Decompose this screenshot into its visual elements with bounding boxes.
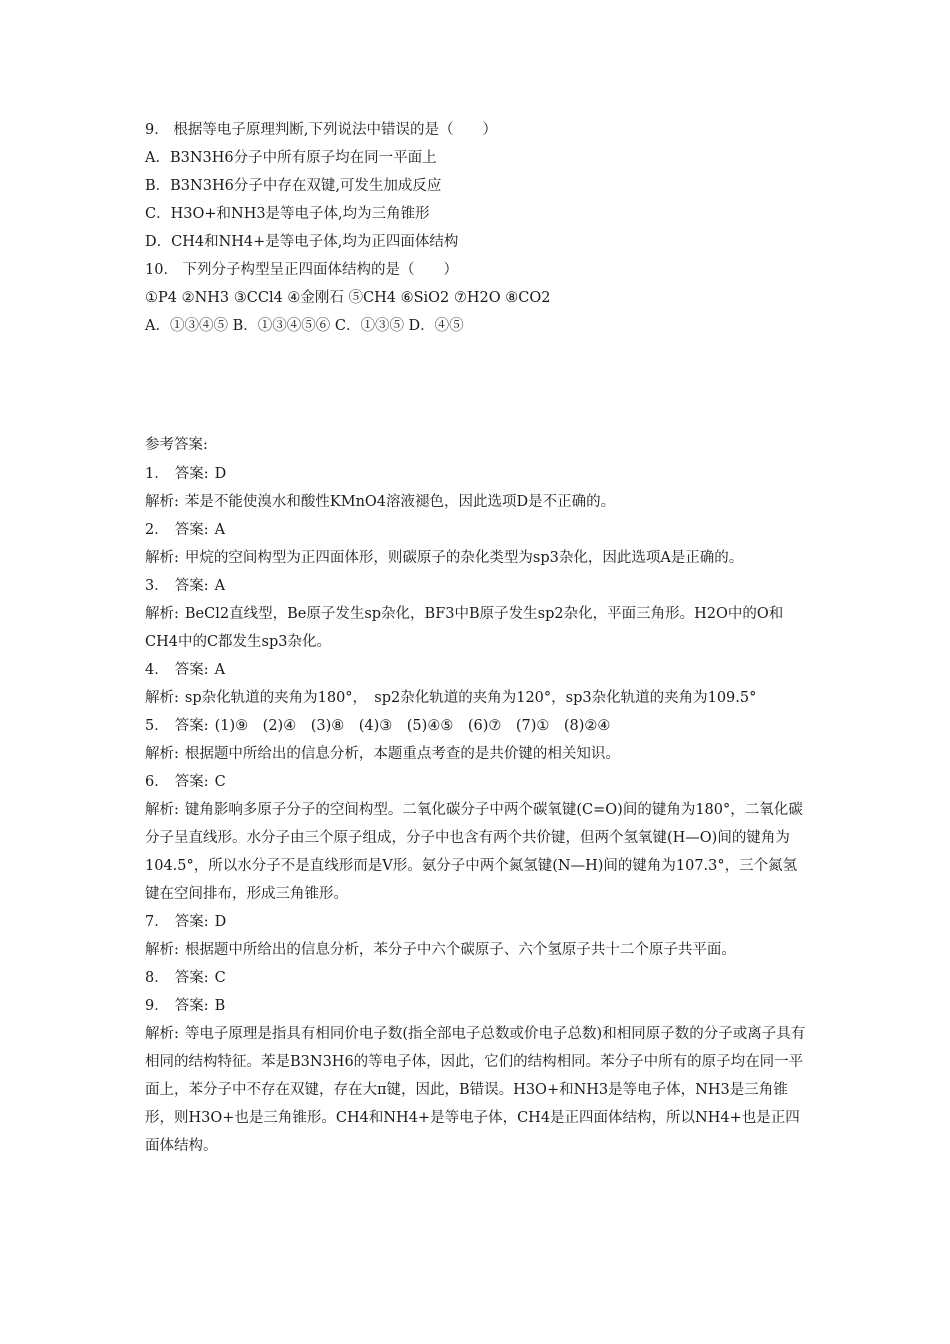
question-9-option-a: A．B3N3H6分子中所有原子均在同一平面上: [145, 150, 437, 166]
answer-number: 9．: [145, 998, 169, 1014]
answer-value: (1)⑨ (2)④ (3)⑧ (4)③ (5)④⑤ (6)⑦ (7)① (8)②④: [214, 718, 611, 734]
answer-number: 4．: [145, 662, 169, 678]
answer-row: [145, 516, 810, 544]
analysis-text: 等电子原理是指具有相同价电子数(指全部电子总数或价电子总数)和相同原子数的分子或离子具有相同的结构特征。苯是B3N3H6的等电子体，因此，它们的结构相同。苯分子中所有的原子均在同一平面上，苯分子中不存在双键，存在大π键，因此，B错误。H3O+和NH3是等电子体，NH3是三角锥形，则H3O+也是三角锥形。CH4和NH4+是等电子体，CH4是正四面体结构，所以NH4+也是正四面体结构。: [145, 1026, 806, 1154]
analysis-label: 解析:: [145, 606, 179, 622]
analysis-label: 解析:: [145, 690, 179, 706]
analysis-text: 根据题中所给出的信息分析，苯分子中六个碳原子、六个氢原子共十二个原子共平面。: [184, 942, 736, 958]
question-9-option-d: D．CH4和NH4+是等电子体,均为正四面体结构: [145, 234, 459, 250]
analysis-text: 键角影响多原子分子的空间构型。二氧化碳分子中两个碳氧键(C=O)间的键角为180°，二氧化碳分子呈直线形。水分子由三个原子组成，分子中也含有两个共价键，但两个氢氧键(H—O)间的键角为104.5°，所以水分子不是直线形而是V形。氨分子中两个氮氢键(N—H)间的键角为107.3°，三个氮氢键在空间排布，形成三角锥形。: [145, 802, 803, 902]
answer-row: [145, 460, 810, 488]
answer-number: 2．: [145, 522, 169, 538]
answer-row: [145, 656, 810, 684]
analysis-label: 解析:: [145, 494, 179, 510]
answer-row: [145, 768, 810, 796]
answer-value: D: [214, 466, 227, 482]
answer-value: B: [214, 998, 226, 1014]
answer-label: 答案:: [174, 914, 209, 930]
analysis-paragraph: [145, 684, 810, 712]
answer-label: 答案:: [174, 662, 209, 678]
analysis-text: 根据题中所给出的信息分析，本题重点考查的是共价键的相关知识。: [184, 746, 620, 762]
answer-row: [145, 572, 810, 600]
analysis-label: 解析:: [145, 550, 179, 566]
answer-value: A: [214, 578, 226, 594]
answer-value: A: [214, 522, 226, 538]
analysis-paragraph: [145, 936, 810, 964]
analysis-paragraph: [145, 544, 810, 572]
question-10-stem: 10． 下列分子构型呈正四面体结构的是（ ）: [145, 262, 459, 278]
answer-number: 7．: [145, 914, 169, 930]
analysis-paragraph: [145, 796, 810, 908]
answer-value: C: [214, 970, 226, 986]
answer-number: 5．: [145, 718, 169, 734]
answer-list: [145, 460, 810, 1160]
analysis-label: 解析:: [145, 746, 179, 762]
answer-label: 答案:: [174, 998, 209, 1014]
answer-number: 8．: [145, 970, 169, 986]
question-9-option-c: C．H3O+和NH3是等电子体,均为三角锥形: [145, 206, 430, 222]
analysis-label: 解析:: [145, 942, 179, 958]
question-9-stem: 9． 根据等电子原理判断,下列说法中错误的是（ ）: [145, 122, 497, 138]
answers-heading: 参考答案:: [145, 437, 208, 453]
answer-value: A: [214, 662, 226, 678]
analysis-paragraph: [145, 600, 810, 656]
answer-row: [145, 992, 810, 1020]
answer-label: 答案:: [174, 522, 209, 538]
section-gap: [145, 340, 810, 430]
answer-row: [145, 964, 810, 992]
answer-label: 答案:: [174, 578, 209, 594]
page-content: [145, 116, 810, 1160]
answer-number: 1．: [145, 466, 169, 482]
question-10-choices: A．①③④⑤ B．①③④⑤⑥ C．①③⑤ D．④⑤: [145, 318, 464, 334]
analysis-text: 甲烷的空间构型为正四面体形，则碳原子的杂化类型为sp3杂化，因此选项A是正确的。: [184, 550, 744, 566]
analysis-text: 苯是不能使溴水和酸性KMnO4溶液褪色，因此选项D是不正确的。: [184, 494, 616, 510]
question-10-items: ①P4 ②NH3 ③CCl4 ④金刚石 ⑤CH4 ⑥SiO2 ⑦H2O ⑧CO2: [145, 290, 551, 306]
analysis-text: sp杂化轨道的夹角为180°， sp2杂化轨道的夹角为120°，sp3杂化轨道的夹角为109.5°: [184, 690, 757, 706]
answer-number: 6．: [145, 774, 169, 790]
answer-row: [145, 908, 810, 936]
answer-label: 答案:: [174, 718, 209, 734]
answer-value: D: [214, 914, 227, 930]
analysis-label: 解析:: [145, 802, 179, 818]
answer-number: 3．: [145, 578, 169, 594]
question-9-option-b: B．B3N3H6分子中存在双键,可发生加成反应: [145, 178, 442, 194]
analysis-paragraph: [145, 740, 810, 768]
answer-label: 答案:: [174, 466, 209, 482]
answer-label: 答案:: [174, 970, 209, 986]
analysis-paragraph: [145, 488, 810, 516]
analysis-label: 解析:: [145, 1026, 179, 1042]
answer-label: 答案:: [174, 774, 209, 790]
answer-row: [145, 712, 810, 740]
analysis-paragraph: [145, 1020, 810, 1160]
answer-value: C: [214, 774, 226, 790]
analysis-text: BeCl2直线型，Be原子发生sp杂化，BF3中B原子发生sp2杂化，平面三角形。H2O中的O和CH4中的C都发生sp3杂化。: [145, 606, 784, 650]
